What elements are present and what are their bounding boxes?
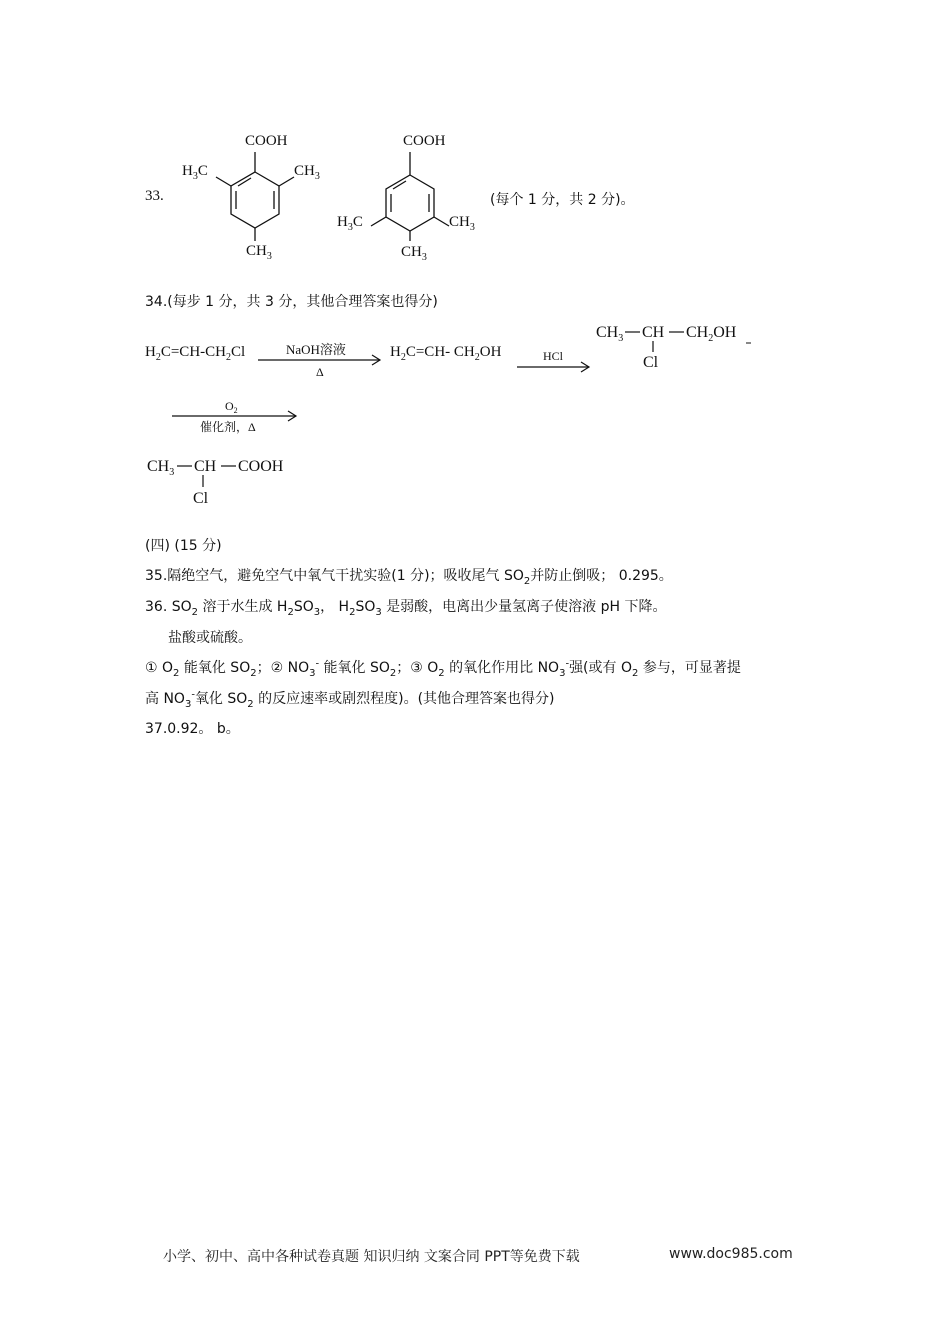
mol1-right-sub: 3: [314, 171, 320, 182]
arrow1-condition: Δ: [316, 365, 324, 379]
mol1-top-label: COOH: [245, 133, 288, 149]
footer-url[interactable]: www.doc985.com: [669, 1246, 793, 1262]
arrow2-reagent: HCl: [543, 349, 564, 363]
mol1-bottom-ch: CH: [246, 243, 267, 259]
svg-text:COOH: COOH: [238, 458, 284, 475]
svg-text:CH3: [246, 243, 272, 262]
svg-text:O2: $O_2$: [225, 399, 238, 415]
mol1-left-c: C: [197, 163, 208, 179]
q36-line-1: 36. $SO_2$ 溶于水生成 $H_2SO_3$， $H_2SO_3$ 是弱酸，电离出少量氢离子使溶液 pH 下降。: [145, 599, 667, 618]
mol1-right-ch: CH: [294, 163, 315, 179]
q34-header: 34.(每步 1 分，共 3 分，其他合理答案也得分): [145, 294, 438, 310]
q33-structure-2: [333, 125, 493, 265]
svg-text:CH3: [294, 163, 320, 182]
svg-text:CH3: [401, 244, 427, 263]
svg-text:CH: CH: [194, 458, 217, 475]
q37-answer: 37.0.92。 b。: [145, 721, 240, 737]
svg-text:H3C: [337, 214, 363, 233]
arrow3-reagent: O: [225, 399, 234, 413]
q36-line-4: 高 $NO_3^-$氧化 $SO_2$ 的反应速率或剧烈程度)。(其他合理答案也得分): [145, 689, 555, 710]
mol2-left-h: H: [337, 214, 348, 230]
svg-text:CH3: $CH_3$: [596, 324, 624, 344]
svg-text:Cl: Cl: [643, 354, 659, 371]
q33-structure-1: [178, 125, 338, 265]
svg-text:CH3: $CH_3$: [147, 458, 175, 478]
q34-reactant: $H_2C=CH-CH_2Cl$: [145, 344, 246, 363]
svg-text:CH3: [449, 214, 475, 233]
svg-text:CH2OH: $CH_2OH$: [686, 324, 737, 344]
footer-text: 小学、初中、高中各种试卷真题 知识归纳 文案合同 PPT等免费下载: [163, 1249, 580, 1265]
section-4-header: (四) (15 分): [145, 538, 222, 554]
mol1-left-h: H: [182, 163, 193, 179]
q34-arrow-1: [256, 338, 386, 382]
q34-intermediate: $H_2C=CH-$ $CH_2OH$: [390, 344, 502, 363]
svg-text:Cl: Cl: [193, 490, 209, 507]
q34-arrow-3: [170, 397, 302, 437]
q33-score-note: (每个 1 分，共 2 分)。: [490, 192, 635, 208]
mol2-right-ch: CH: [449, 214, 470, 230]
mol1-bottom-sub: 3: [266, 251, 272, 262]
arrow3-condition: 催化剂，Δ: [200, 420, 256, 434]
mol2-bottom-sub: 3: [421, 252, 427, 263]
q33-number: 33.: [145, 188, 164, 204]
q34-product-1: [592, 318, 757, 374]
q36-line-3: ① $O_2$ 能氧化 $SO_2$；② $NO_3^-$ 能氧化 $SO_2$；③ $O_2$ 的氧化作用比 $NO_3^-$强(或有 $O_2$ 参与，可显著提: [145, 658, 741, 679]
mol2-right-sub: 3: [469, 222, 475, 233]
q34-arrow-2: [515, 345, 595, 377]
q35-answer: 35.隔绝空气，避免空气中氧气干扰实验(1 分)；吸收尾气 $SO_2$并防止倒吸； 0.295。: [145, 568, 673, 587]
mol2-left-c: C: [352, 214, 363, 230]
q34-product-2: [145, 452, 305, 510]
q36-line-2: 盐酸或硫酸。: [168, 630, 252, 646]
mol2-bottom-ch: CH: [401, 244, 422, 260]
svg-text:CH: CH: [642, 324, 665, 341]
mol1-left-sub: 3: [192, 171, 198, 182]
mol2-top-label: COOH: [403, 133, 446, 149]
svg-text:H3C: [182, 163, 208, 182]
mol2-left-sub: 3: [347, 222, 353, 233]
arrow1-reagent: NaOH溶液: [286, 342, 346, 357]
